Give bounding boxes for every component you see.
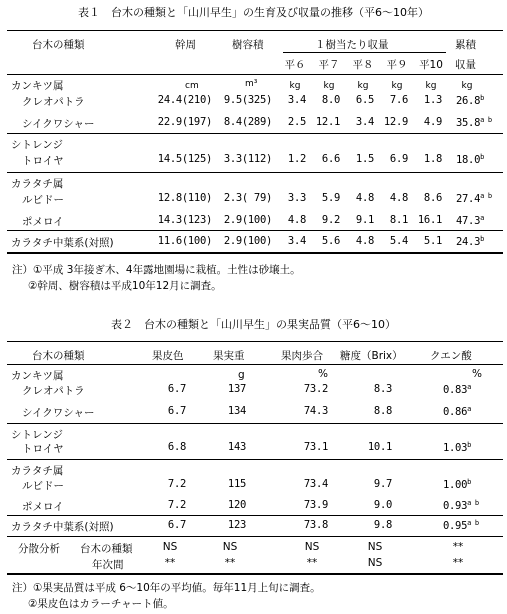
t1-cell-year: 5.9 <box>321 192 340 204</box>
t1-genus-label: シトレンジ <box>11 139 63 151</box>
t2-sig-letter: a <box>467 383 472 391</box>
t2-sig-letter: a b <box>467 519 479 527</box>
t1-cell-year: 8.6 <box>423 192 442 204</box>
t2-cell-peel: 6.8 <box>167 441 186 453</box>
t1-cell-year: 1.5 <box>355 153 374 165</box>
t1-row-name: トロイヤ <box>22 155 64 167</box>
t2-row-name: カラタチ中葉系(対照) <box>11 521 114 533</box>
t2-note: 注）①果実品質は平成 6～10年の平均値。毎年11月上旬に調査。 <box>12 582 321 594</box>
t2-sig-letter: a b <box>467 499 479 507</box>
t1-cell-trunk: 24.4(210) <box>157 94 212 106</box>
t1-cell-year: 1.2 <box>287 153 306 165</box>
table1-title: 表１ 台木の種類と「山川早生」の生育及び収量の推移（平6～10年） <box>78 6 429 19</box>
t2-cell-pulp: 74.3 <box>303 405 328 417</box>
t2-anova-cell: NS <box>367 557 383 569</box>
t2-row-name: ルビドー <box>22 480 64 492</box>
t2-unit-citric: % <box>472 368 482 380</box>
t2-header-peel: 果皮色 <box>152 350 184 362</box>
t2-cell-citric: $0.95^{a b}$ <box>443 519 479 532</box>
t2-cell-pulp: 73.2 <box>303 383 328 395</box>
t1-cell-year: 4.8 <box>389 192 408 204</box>
t2-anova-cell: ** <box>306 557 318 569</box>
t1-cell-year: 1.3 <box>423 94 442 106</box>
t2-row-name: トロイヤ <box>22 443 64 455</box>
t1-header-cumulative-bottom: 収量 <box>455 59 476 71</box>
t1-sig-letter: b <box>480 235 485 243</box>
t2-cell-citric: 0.83$^a$ <box>443 383 472 396</box>
t1-sig-letter: b <box>480 153 485 161</box>
t1-unit-year: kg <box>391 81 403 91</box>
t1-sig-letter: b <box>480 94 485 102</box>
t2-header-rootstock: 台木の種類 <box>32 350 85 362</box>
t2-cell-weight: 120 <box>227 499 246 511</box>
t1-row-name: シイクワシャー <box>22 118 95 130</box>
t2-header-pulp: 果肉歩合 <box>281 350 323 362</box>
t1-cell-cumulative: 47.3$^a$ <box>456 214 485 227</box>
t1-unit-cumulative: kg <box>461 81 473 91</box>
t1-header-trunk: 幹周 <box>175 39 196 51</box>
table2-group-rule <box>7 423 503 424</box>
table2-bottom-rule <box>7 573 503 575</box>
t1-row-name: ルビドー <box>22 194 64 206</box>
table1-top-rule <box>7 30 503 31</box>
t2-cell-brix: 8.8 <box>373 405 392 417</box>
t1-header-year: 平９ <box>386 59 408 71</box>
t2-cell-brix: 9.8 <box>373 519 392 531</box>
t1-header-rootstock: 台木の種類 <box>32 39 85 51</box>
t1-row-name: ポメロイ <box>22 216 64 228</box>
t1-cell-year: 12.9 <box>383 116 408 128</box>
table1-group-rule <box>7 133 503 134</box>
t2-cell-brix: 9.0 <box>373 499 392 511</box>
t2-cell-citric: 1.03$^b$ <box>443 441 472 454</box>
t1-cell-year: 5.1 <box>423 235 442 247</box>
t2-row-name: ポメロイ <box>22 501 64 513</box>
t1-cell-cumulative: $27.4^{a b}$ <box>456 192 492 205</box>
t1-cell-canopy: 2.3( 79) <box>223 192 272 204</box>
table2-group-rule <box>7 515 503 516</box>
t1-row-name: クレオパトラ <box>22 96 85 108</box>
t1-note: 注）①平成 3年接ぎ木、4年露地園場に栽植。土性は砂壌土。 <box>12 264 301 276</box>
t1-cell-canopy: 9.5(325) <box>223 94 272 106</box>
t2-note: ②果皮色はカラーチャート値。 <box>28 598 174 610</box>
t2-cell-weight: 137 <box>227 383 246 395</box>
t2-cell-peel: 7.2 <box>167 499 186 511</box>
t2-cell-pulp: 73.1 <box>303 441 328 453</box>
t1-cell-year: 9.1 <box>355 214 374 226</box>
t1-header-cumulative-top: 累積 <box>455 39 476 51</box>
t1-unit-year: kg <box>323 81 335 91</box>
t1-unit-year: kg <box>357 81 369 91</box>
table2-header-rule <box>7 364 503 365</box>
t1-cell-year: 8.1 <box>389 214 408 226</box>
t1-cell-year: 6.5 <box>355 94 374 106</box>
t1-cell-year: 4.8 <box>355 235 374 247</box>
t1-cell-year: 9.2 <box>321 214 340 226</box>
t1-cell-year: 2.5 <box>287 116 306 128</box>
t1-cell-canopy: 2.9(100) <box>223 235 272 247</box>
t2-cell-weight: 123 <box>227 519 246 531</box>
t2-anova-cell: ** <box>452 557 464 569</box>
t2-cell-peel: 6.7 <box>167 519 186 531</box>
t1-sig-letter: a <box>480 214 485 222</box>
t2-anova-cell: NS <box>304 541 320 553</box>
t2-cell-citric: 0.86$^a$ <box>443 405 472 418</box>
t1-cell-canopy: 8.4(289) <box>223 116 272 128</box>
t1-cell-trunk: 11.6(100) <box>157 235 212 247</box>
t1-cell-trunk: 22.9(197) <box>157 116 212 128</box>
t2-anova-cell: ** <box>224 557 236 569</box>
t1-cell-cumulative: 26.8$^b$ <box>456 94 485 107</box>
t2-cell-peel: 7.2 <box>167 478 186 490</box>
t2-sig-letter: b <box>467 478 472 486</box>
t1-sig-letter: a b <box>480 192 492 200</box>
table1-header-rule <box>7 74 503 75</box>
t1-cell-year: 5.6 <box>321 235 340 247</box>
t2-cell-pulp: 73.8 <box>303 519 328 531</box>
t1-header-year: 平８ <box>352 59 374 71</box>
t2-row-name: クレオパトラ <box>22 385 85 397</box>
t2-unit-pulp: % <box>318 368 328 380</box>
t1-cell-year: 5.4 <box>389 235 408 247</box>
t2-sig-letter: a <box>467 405 472 413</box>
t1-cell-year: 4.9 <box>423 116 442 128</box>
t1-cell-trunk: 14.3(123) <box>157 214 212 226</box>
t1-cell-year: 3.4 <box>287 94 306 106</box>
t1-cell-canopy: 2.9(100) <box>223 214 272 226</box>
t1-unit-trunk: cm <box>185 81 199 91</box>
t2-anova-factor: 台木の種類 <box>80 543 133 555</box>
t2-cell-weight: 143 <box>227 441 246 453</box>
t2-sig-letter: b <box>467 441 472 449</box>
t2-anova-cell: NS <box>162 541 178 553</box>
t1-cell-year: 1.8 <box>423 153 442 165</box>
t1-cell-year: 8.0 <box>321 94 340 106</box>
t2-anova-factor: 年次間 <box>92 559 124 571</box>
t1-cell-year: 12.1 <box>315 116 340 128</box>
t1-cell-cumulative: 18.0$^b$ <box>456 153 485 166</box>
t2-anova-cell: NS <box>222 541 238 553</box>
t1-cell-year: 4.8 <box>287 214 306 226</box>
t1-cell-year: 4.8 <box>355 192 374 204</box>
table1-group-rule <box>7 172 503 173</box>
table2-anova-rule <box>7 536 503 537</box>
t2-anova-cell: ** <box>452 541 464 553</box>
t2-cell-brix: 9.7 <box>373 478 392 490</box>
t1-header-yield-group: １樹当たり収量 <box>315 39 389 51</box>
t1-unit-year: kg <box>289 81 301 91</box>
t1-sig-letter: a b <box>480 116 492 124</box>
t1-header-year: 平７ <box>318 59 340 71</box>
t1-row-name: カラタチ中葉系(対照) <box>11 237 114 249</box>
t1-cell-trunk: 14.5(125) <box>157 153 212 165</box>
t1-unit-year: kg <box>425 81 437 91</box>
table1-bottom-rule <box>7 252 503 254</box>
t1-cell-year: 6.9 <box>389 153 408 165</box>
t1-cell-canopy: 3.3(112) <box>223 153 272 165</box>
t1-cell-trunk: 12.8(110) <box>157 192 212 204</box>
t2-anova-cell: NS <box>367 541 383 553</box>
t2-row-name: シイクワシャー <box>22 407 95 419</box>
t2-header-weight: 果実重 <box>213 350 245 362</box>
table1-group-rule <box>7 230 503 231</box>
t2-cell-pulp: 73.9 <box>303 499 328 511</box>
t2-unit-weight: g <box>238 369 245 381</box>
t1-yield-underline <box>283 52 446 53</box>
t1-genus-label: カラタチ属 <box>11 178 64 190</box>
table2-title: 表２ 台木の種類と「山川早生」の果実品質（平6～10） <box>111 318 396 331</box>
t2-cell-pulp: 73.4 <box>303 478 328 490</box>
t1-cell-year: 7.6 <box>389 94 408 106</box>
t2-genus-label: カラタチ属 <box>11 465 64 477</box>
t2-cell-peel: 6.7 <box>167 383 186 395</box>
t2-header-brix: 糖度（Brix） <box>340 350 403 362</box>
t2-cell-brix: 10.1 <box>367 441 392 453</box>
table2-group-rule <box>7 459 503 460</box>
t1-header-year: 平10 <box>419 59 443 71</box>
t2-cell-weight: 115 <box>227 478 246 490</box>
t2-anova-label: 分散分析 <box>18 543 60 555</box>
t1-unit-canopy: m³ <box>245 79 258 89</box>
t2-anova-cell: ** <box>164 557 176 569</box>
t1-note: ②幹周、樹容積は平成10年12月に調査。 <box>28 280 222 292</box>
t2-genus-label: カンキツ属 <box>11 370 64 382</box>
t1-header-canopy: 樹容積 <box>232 39 264 51</box>
t1-cell-year: 3.4 <box>355 116 374 128</box>
table2-top-rule <box>7 341 503 342</box>
t1-cell-year: 6.6 <box>321 153 340 165</box>
t1-genus-label: カンキツ属 <box>11 80 64 92</box>
t2-cell-citric: $0.93^{a b}$ <box>443 499 479 512</box>
t1-cell-year: 3.4 <box>287 235 306 247</box>
t2-cell-weight: 134 <box>227 405 246 417</box>
t2-genus-label: シトレンジ <box>11 429 63 441</box>
t2-cell-peel: 6.7 <box>167 405 186 417</box>
t1-cell-year: 16.1 <box>417 214 442 226</box>
t2-cell-citric: 1.00$^b$ <box>443 478 472 491</box>
t1-cell-cumulative: $35.8^{a b}$ <box>456 116 492 129</box>
t2-cell-brix: 8.3 <box>373 383 392 395</box>
t2-header-citric: クエン酸 <box>430 350 472 362</box>
t1-cell-cumulative: 24.3$^b$ <box>456 235 485 248</box>
t1-cell-year: 3.3 <box>287 192 306 204</box>
t1-header-year: 平６ <box>284 59 306 71</box>
